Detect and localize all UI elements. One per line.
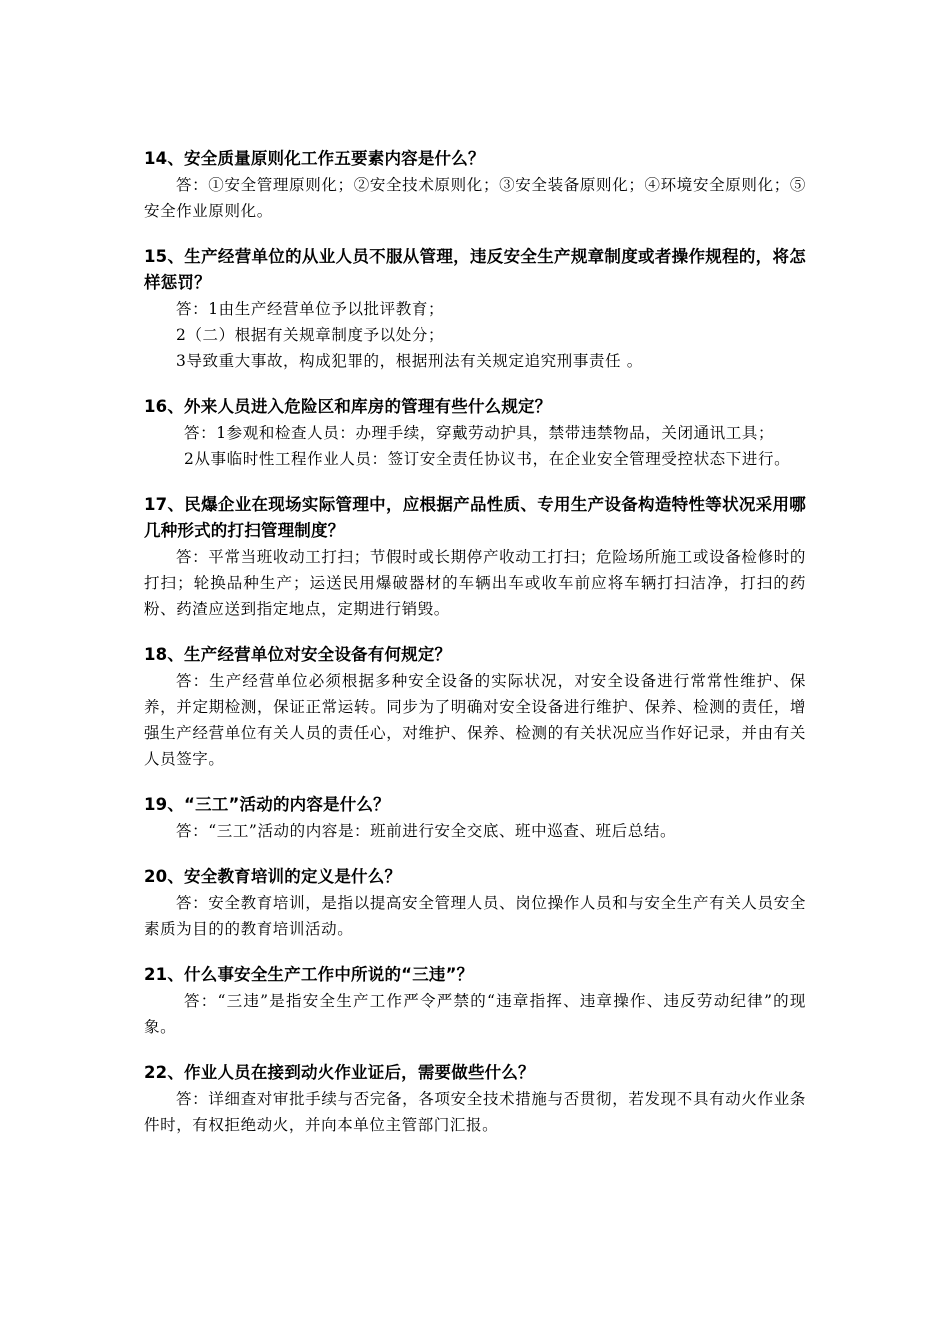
answer-paragraph: 答：“三工”活动的内容是：班前进行安全交底、班中巡查、班后总结。 <box>176 822 677 840</box>
answer-paragraph: 答：详细查对审批手续与否完备，各项安全技术措施与否贯彻，若发现不具有动火作业条件时，有权拒绝动火，并向本单位主管部门汇报。 <box>144 1090 806 1134</box>
qa-item-16 <box>144 394 806 472</box>
question-heading: 19、“三工”活动的内容是什么？ <box>144 795 390 814</box>
answer-paragraph: 答：生产经营单位必须根据多种安全设备的实际状况，对安全设备进行常常性维护、保养，并定期检测，保证正常运转。同步为了明确对安全设备进行维护、保养、检测的责任，增强生产经营单位有关人员的责任心，对维护、保养、检测的有关状况应当作好记录，并由有关人员签字。 <box>144 672 806 768</box>
question-heading: 16、外来人员进入危险区和库房的管理有些什么规定？ <box>144 397 552 416</box>
question-heading: 21、什么事安全生产工作中所说的“三违”？ <box>144 965 474 984</box>
answer-paragraph: 答：“三违”是指安全生产工作严令严禁的“违章指挥、违章操作、违反劳动纪律”的现象。 <box>144 992 806 1036</box>
qa-item-22 <box>144 1060 806 1138</box>
qa-item-15 <box>144 244 806 374</box>
qa-item-18 <box>144 642 806 772</box>
question-heading: 20、安全教育培训的定义是什么？ <box>144 867 402 886</box>
document-page <box>144 146 806 1158</box>
answer-paragraph: 答：平常当班收动工打扫；节假时或长期停产收动工打扫；危险场所施工或设备检修时的打扫；轮换品种生产；运送民用爆破器材的车辆出车或收车前应将车辆打扫洁净，打扫的药粉、药渣应送到指定地点，定期进行销毁。 <box>144 548 806 618</box>
qa-item-21 <box>144 962 806 1040</box>
qa-item-20 <box>144 864 806 942</box>
answer-paragraph: 3导致重大事故，构成犯罪的，根据刑法有关规定追究刑事责任 。 <box>176 352 643 370</box>
answer-paragraph: 答：1由生产经营单位予以批评教育； <box>176 300 445 318</box>
question-heading: 18、生产经营单位对安全设备有何规定？ <box>144 645 452 664</box>
answer-paragraph: 答：①安全管理原则化；②安全技术原则化；③安全装备原则化；④环境安全原则化；⑤安全作业原则化。 <box>144 176 806 220</box>
answer-paragraph: 答：1参观和检查人员：办理手续，穿戴劳动护具，禁带违禁物品，关闭通讯工具； <box>184 424 775 442</box>
question-heading: 17、民爆企业在现场实际管理中，应根据产品性质、专用生产设备构造特性等状况采用哪几种形式的打扫管理制度？ <box>144 495 806 540</box>
qa-item-14 <box>144 146 806 224</box>
answer-paragraph: 2从事临时性工程作业人员：签订安全责任协议书，在企业安全管理受控状态下进行。 <box>184 450 791 468</box>
answer-paragraph: 2（二）根据有关规章制度予以处分； <box>176 326 445 344</box>
answer-paragraph: 答：安全教育培训，是指以提高安全管理人员、岗位操作人员和与安全生产有关人员安全素质为目的的教育培训活动。 <box>144 894 806 938</box>
question-heading: 22、作业人员在接到动火作业证后，需要做些什么？ <box>144 1063 535 1082</box>
question-heading: 15、生产经营单位的从业人员不服从管理，违反安全生产规章制度或者操作规程的，将怎样惩罚？ <box>144 247 806 292</box>
qa-item-19 <box>144 792 806 844</box>
qa-item-17 <box>144 492 806 622</box>
question-heading: 14、安全质量原则化工作五要素内容是什么？ <box>144 149 485 168</box>
